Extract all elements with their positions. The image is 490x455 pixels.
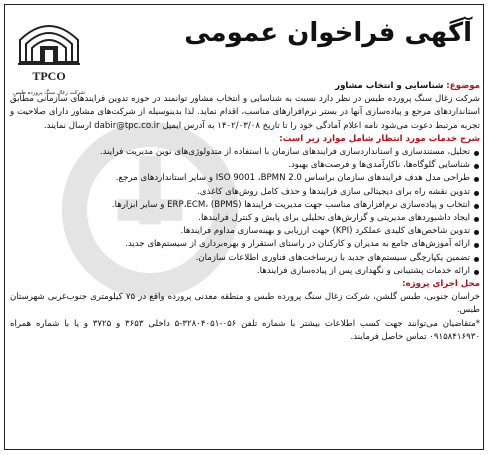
logo-company-name: شرکت زغال سنگ پرورده طبس xyxy=(13,90,85,96)
list-item: شناسایی گلوگاه‌ها، ناکارآمدی‌ها و فرصت‌های بهبود. xyxy=(10,159,480,172)
subject-heading: موضوع: xyxy=(446,81,480,91)
list-item: تدوین شاخص‌های کلیدی عملکرد (KPI) جهت ارزیابی و بهینه‌سازی مداوم فرایندها. xyxy=(10,225,480,238)
subject-body-end: ارسال نمایند. xyxy=(43,120,92,131)
location-heading: محل اجرای پروژه: xyxy=(402,279,480,290)
list-item: انتخاب و پیاده‌سازی نرم‌افزارهای مناسب جهت مدیریت فرایندها (BPMS) ،ERP،ECM و سایر ابزارها. xyxy=(10,199,480,212)
logo-abbr: TPCO xyxy=(32,69,66,83)
arch-logo-icon xyxy=(18,26,80,64)
list-item: تدوین نقشه راه برای دیجیتالی سازی فرایندها و حذف کامل روش‌های کاغذی. xyxy=(10,186,480,199)
list-item: ارائه آموزش‌های جامع به مدیران و کارکنان در راستای استقرار و بهره‌برداری از سیستم‌های جدید. xyxy=(10,238,480,251)
list-item: تحلیل، مستندسازی و استانداردسازی فرایندهای سازمان با استفاده از متدولوژی‌های نوین مدیریت فرایند. xyxy=(10,146,480,159)
services-list xyxy=(10,146,480,278)
list-item: طراحی مدل هدف فرایندهای سازمان براساس ISO 9001 ،BPMN 2.0 و سایر استانداردهای مرجع. xyxy=(10,172,480,185)
subject-body: شرکت زغال سنگ پرورده طبس در نظر دارد نسبت به شناسایی و انتخاب مشاور توانمند در حوزه تدوین فرایندهای سازمانی مطابق استانداردهای مرجع و پیاده‌سازی آنها در بستر نرم‌افزارهای مناسب، اقدام نماید. لذا بدینوسیله از شرکت‌های مشاور دارای صلاحیت و تجربه مرتبط دعوت می‌شود نامه اعلام آمادگی خود را تا تاریخ ۱۴۰۲/۰۳/۰۸ به آدرس ایمیل xyxy=(10,94,480,131)
list-item: تضمین یکپارچگی سیستم‌های جدید با زیرساخت‌های فناوری اطلاعات سازمان. xyxy=(10,252,480,265)
location-body: خراسان جنوبی، طبس گلشن، شرکت زغال سنگ پرورده طبس و منطقه معدنی پرورده واقع در ۷۵ کیلومتری جنوب‌غربی شهرستان طبس. xyxy=(10,292,480,316)
subject-paragraph xyxy=(10,80,480,133)
page-title: آگهی فراخوان عمومی xyxy=(184,18,472,48)
services-heading: شرح خدمات مورد انتظار شامل موارد زیر است: xyxy=(279,133,480,144)
list-item: ارائه خدمات پشتیبانی و نگهداری پس از پیاده‌سازی فرایندها. xyxy=(10,265,480,278)
notice-body xyxy=(10,80,480,344)
subject-title: شناسایی و انتخاب مشاور xyxy=(335,81,444,91)
contact-email-link[interactable]: dabir@tpc.co.ir xyxy=(94,120,160,131)
contact-info: *متقاضیان می‌توانند جهت کسب اطلاعات بیشتر با شماره تلفن ۰۵۶-۳۲۸۰۴۰۵۱-۵ داخلی ۳۶۵۳ و ۳۷۲۵ و یا با شماره همراه ۰۹۱۵۸۴۱۶۹۳۰ تماس حاصل فرمایند. xyxy=(10,318,481,342)
list-item: ایجاد داشبوردهای مدیریتی و گزارش‌های تحلیلی برای پایش و کنترل فرایندها. xyxy=(10,212,480,225)
